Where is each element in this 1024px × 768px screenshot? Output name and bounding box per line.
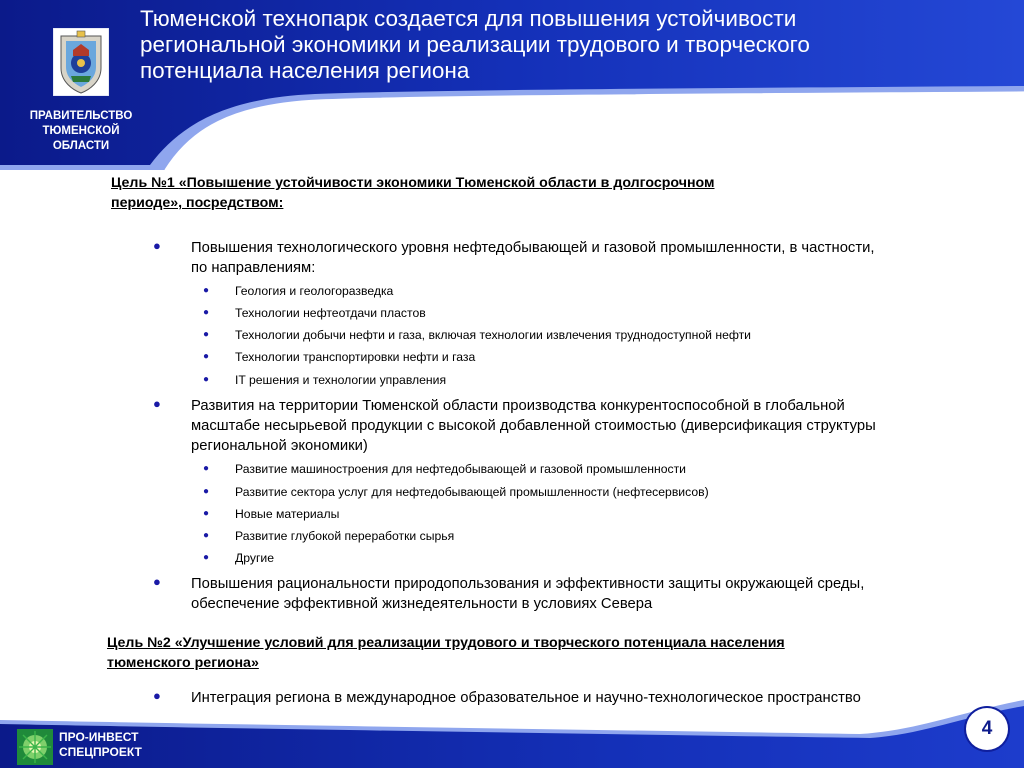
bullet-icon: ●	[203, 530, 210, 541]
bullet-icon: ●	[203, 307, 210, 318]
bullet-icon: ●	[203, 508, 210, 519]
bullet-icon: ●	[203, 374, 210, 385]
sub-list-item-text: Геология и геологоразведка	[235, 284, 394, 298]
list-item-text	[191, 574, 991, 614]
list-item-text	[191, 238, 991, 278]
sub-list-item-text: Технологии нефтеотдачи пластов	[235, 306, 426, 320]
sub-list-item-text: Развитие машиностроения для нефтедобывающей и газовой промышленности	[235, 462, 686, 476]
list-item-line: Повышения рациональности природопользования и эффективности защиты окружающей среды,	[191, 576, 865, 592]
bullet-icon: ●	[153, 574, 161, 589]
list-item-text	[191, 396, 991, 456]
page-title	[140, 6, 940, 84]
list-item-line: по направлениям:	[191, 260, 316, 276]
bullet-icon: ●	[153, 238, 161, 253]
company-line1: ПРО-ИНВЕСТ	[59, 730, 139, 744]
goal-2-heading	[107, 633, 785, 673]
bullet-icon: ●	[203, 463, 210, 474]
bullet-icon: ●	[203, 486, 210, 497]
company-line2: СПЕЦПРОЕКТ	[59, 745, 142, 759]
bullet-icon: ●	[203, 351, 210, 362]
sub-list-item-text: Новые материалы	[235, 507, 340, 521]
sub-list-item-text: IT решения и технологии управления	[235, 373, 447, 387]
goal-2-line2: тюменского региона»	[107, 655, 259, 671]
goal-1-heading	[111, 173, 715, 213]
gov-line3: ОБЛАСТИ	[52, 140, 110, 152]
sub-list-item-text: Другие	[235, 551, 275, 565]
list-item-line: масштабе несырьевой продукции с высокой добавленной стоимостью (диверсификация структуры	[191, 418, 876, 434]
list-item-line: обеспечение эффективной жизнедеятельности в условиях Севера	[191, 596, 653, 612]
gov-line1: ПРАВИТЕЛЬСТВО	[29, 110, 133, 122]
list-item-line: Интеграция региона в международное образовательное и научно-технологическое пространство	[191, 690, 861, 706]
gov-line2: ТЮМЕНСКОЙ	[42, 125, 120, 137]
coat-of-arms-icon	[53, 28, 109, 96]
bullet-icon: ●	[153, 396, 161, 411]
title-line2: региональной экономики и реализации трудового и творческого	[140, 32, 810, 57]
sub-list-item-text: Технологии добычи нефти и газа, включая технологии извлечения труднодоступной нефти	[235, 328, 751, 342]
sub-list-item-text: Развитие глубокой переработки сырья	[235, 529, 455, 543]
sub-list-item-text: Технологии транспортировки нефти и газа	[235, 350, 476, 364]
bullet-icon: ●	[153, 688, 161, 703]
page-number: 4	[966, 708, 1008, 750]
list-item-line: Повышения технологического уровня нефтедобывающей и газовой промышленности, в частности,	[191, 240, 875, 256]
sub-list-item-text: Развитие сектора услуг для нефтедобывающей промышленности (нефтесервисов)	[235, 485, 709, 499]
title-line3: потенциала населения региона	[140, 58, 470, 83]
footer-banner	[0, 700, 1024, 768]
list-item-line: Развития на территории Тюменской области производства конкурентоспособной в глобальной	[191, 398, 845, 414]
goal-1-line2: периоде», посредством:	[111, 195, 284, 211]
bullet-icon: ●	[203, 329, 210, 340]
goal-1-line1: Цель №1 «Повышение устойчивости экономики Тюменской области в долгосрочном	[111, 175, 715, 191]
bullet-icon: ●	[203, 285, 210, 296]
bullet-icon: ●	[203, 552, 210, 563]
government-label	[18, 109, 144, 154]
company-name	[59, 730, 142, 760]
company-logo-icon	[17, 729, 53, 765]
list-item-line: региональной экономики)	[191, 438, 368, 454]
title-line1: Тюменской технопарк создается для повышения устойчивости	[140, 6, 797, 31]
goal-2-line1: Цель №2 «Улучшение условий для реализации трудового и творческого потенциала населения	[107, 635, 785, 651]
